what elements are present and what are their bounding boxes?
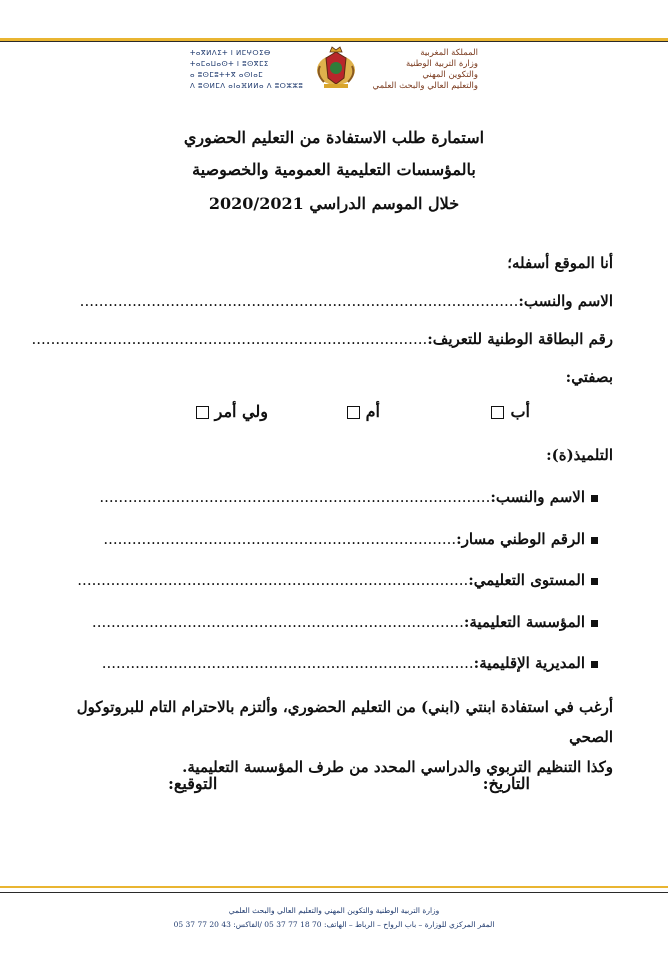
checkbox[interactable] (196, 406, 209, 419)
option-father[interactable] (491, 402, 530, 421)
footer-accent-rule (0, 886, 668, 888)
field-label: المديرية الإقليمية: (473, 654, 585, 672)
statement-line: وكذا التنظيم التربوي والدراسي المحدد من طرف المؤسسة التعليمية. (182, 758, 613, 776)
checkbox[interactable] (491, 406, 504, 419)
option-mother[interactable] (347, 402, 380, 421)
form-title-line3: خلال الموسم الدراسي 2020/2021 (208, 194, 460, 213)
student-school-field[interactable]: المؤسسة التعليمية:.............................................................................. (98, 613, 598, 631)
student-heading: التلميذ(ة): (546, 446, 613, 464)
consent-statement (73, 692, 613, 782)
field-label: رقم البطاقة الوطنية للتعريف: (427, 330, 613, 348)
signatory-intro: أنا الموقع أسفله؛ (507, 254, 613, 272)
signature-label: التوقيع: (168, 774, 218, 793)
footer-address: المقر المركزي للوزارة – باب الرواح – الرباط – الهاتف: 70 18 77 37 05 /الفاكس: 43 20 77 37 05 (173, 920, 495, 929)
letterhead-tifinagh (190, 48, 320, 92)
capacity-label: بصفتي: (565, 368, 613, 386)
footer-divider (0, 892, 668, 893)
option-label: أب (510, 402, 530, 421)
footer-ministry: وزارة التربية الوطنية والتكوين المهني والتعليم العالي والبحث العلمي (228, 906, 440, 915)
field-label: المستوى التعليمي: (468, 571, 585, 589)
option-guardian[interactable] (196, 402, 268, 421)
arabic-line: المملكة المغربية (420, 48, 478, 58)
option-label: ولي أمر (214, 402, 268, 421)
tifinagh-line: ⴰ ⵓⵙⵎⵓⵜⵜⴳ ⴰⵙⵏⴰⵎ (190, 71, 264, 79)
bullet-icon (591, 537, 598, 544)
bullet-icon (591, 661, 598, 668)
bullet-icon (591, 495, 598, 502)
tifinagh-line: ⴷ ⵓⵙⵍⵎⴷ ⴰⵏⴰⴼⵍⵍⴰ ⴷ ⵓⵔⵣⵣⵓ (190, 82, 304, 90)
arabic-line: والتعليم العالي والبحث العلمي (372, 81, 478, 91)
bullet-icon (591, 620, 598, 627)
field-label: الاسم والنسب: (490, 488, 585, 506)
letterhead-arabic (308, 48, 478, 92)
field-label: الاسم والنسب: (518, 292, 613, 310)
signatory-name-field[interactable]: الاسم والنسب:............................................................................................ (79, 292, 613, 310)
student-directorate-field[interactable]: المديرية الإقليمية:.............................................................................. (98, 654, 598, 672)
tifinagh-line: ⵜⴰⴳⵍⴷⵉⵜ ⵏ ⵍⵎⵖⵔⵉⴱ (190, 49, 271, 57)
student-name-field[interactable]: الاسم والنسب:.................................................................................. (98, 488, 598, 506)
field-label: الرقم الوطني مسار: (456, 530, 585, 548)
student-level-field[interactable]: المستوى التعليمي:.................................................................................. (98, 571, 598, 589)
statement-line: أرغب في استفادة ابنتي (ابني) من التعليم الحضوري، وألتزم بالاحترام التام للبروتوكول الصحي (76, 698, 613, 746)
signatory-cin-field[interactable]: رقم البطاقة الوطنية للتعريف:................................................................................... (31, 330, 613, 348)
date-label: التاريخ: (482, 774, 530, 793)
tifinagh-line: ⵜⴰⵎⴰⵡⴰⵙⵜ ⵏ ⵓⵙⴳⵎⵉ (190, 60, 269, 68)
arabic-line: وزارة التربية الوطنية (405, 59, 478, 69)
field-label: المؤسسة التعليمية: (463, 613, 585, 631)
bullet-icon (591, 578, 598, 585)
arabic-line: والتكوين المهني (422, 70, 478, 80)
form-title-line2: بالمؤسسات التعليمية العمومية والخصوصية (192, 160, 476, 179)
checkbox[interactable] (347, 406, 360, 419)
capacity-options (150, 402, 530, 432)
form-title-line1: استمارة طلب الاستفادة من التعليم الحضوري (183, 128, 485, 147)
option-label: أم (365, 402, 380, 421)
student-massar-field[interactable]: الرقم الوطني مسار:.......................................................................... (98, 530, 598, 548)
header-divider (0, 41, 668, 42)
